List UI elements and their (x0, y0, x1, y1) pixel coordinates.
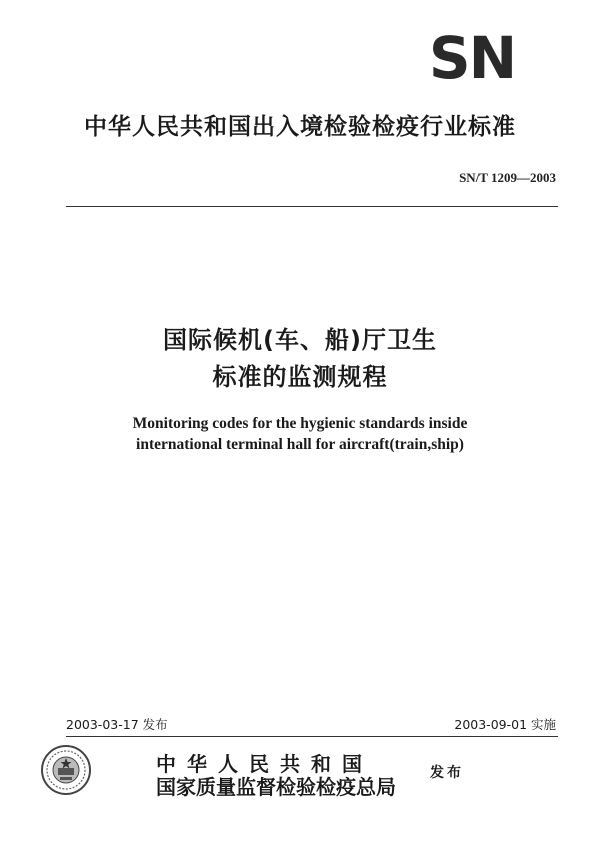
title-english-line-1: Monitoring codes for the hygienic standards inside (132, 415, 468, 432)
implementation-date: 2003-09-01 实施 (454, 717, 556, 732)
national-emblem-icon (40, 744, 92, 796)
top-divider (66, 206, 558, 207)
issuer-line-2: 国家质量监督检验检疫总局 (156, 775, 396, 799)
standard-number: SN/T 1209—2003 (459, 170, 556, 185)
title-chinese-line-2: 标准的监测规程 (212, 363, 388, 391)
sn-logo: SN (428, 24, 516, 92)
title-chinese-line-1: 国际候机(车、船)厅卫生 (163, 326, 437, 354)
publish-label: 发布 (430, 765, 464, 781)
issue-date: 2003-03-17 发布 (66, 717, 168, 732)
title-english-line-2: international terminal hall for aircraft(train,ship) (136, 436, 464, 453)
bottom-divider (66, 736, 558, 737)
issuer-line-1: 中华人民共和国 (156, 752, 373, 776)
issuer-heading: 中华人民共和国出入境检验检疫行业标准 (84, 114, 516, 140)
